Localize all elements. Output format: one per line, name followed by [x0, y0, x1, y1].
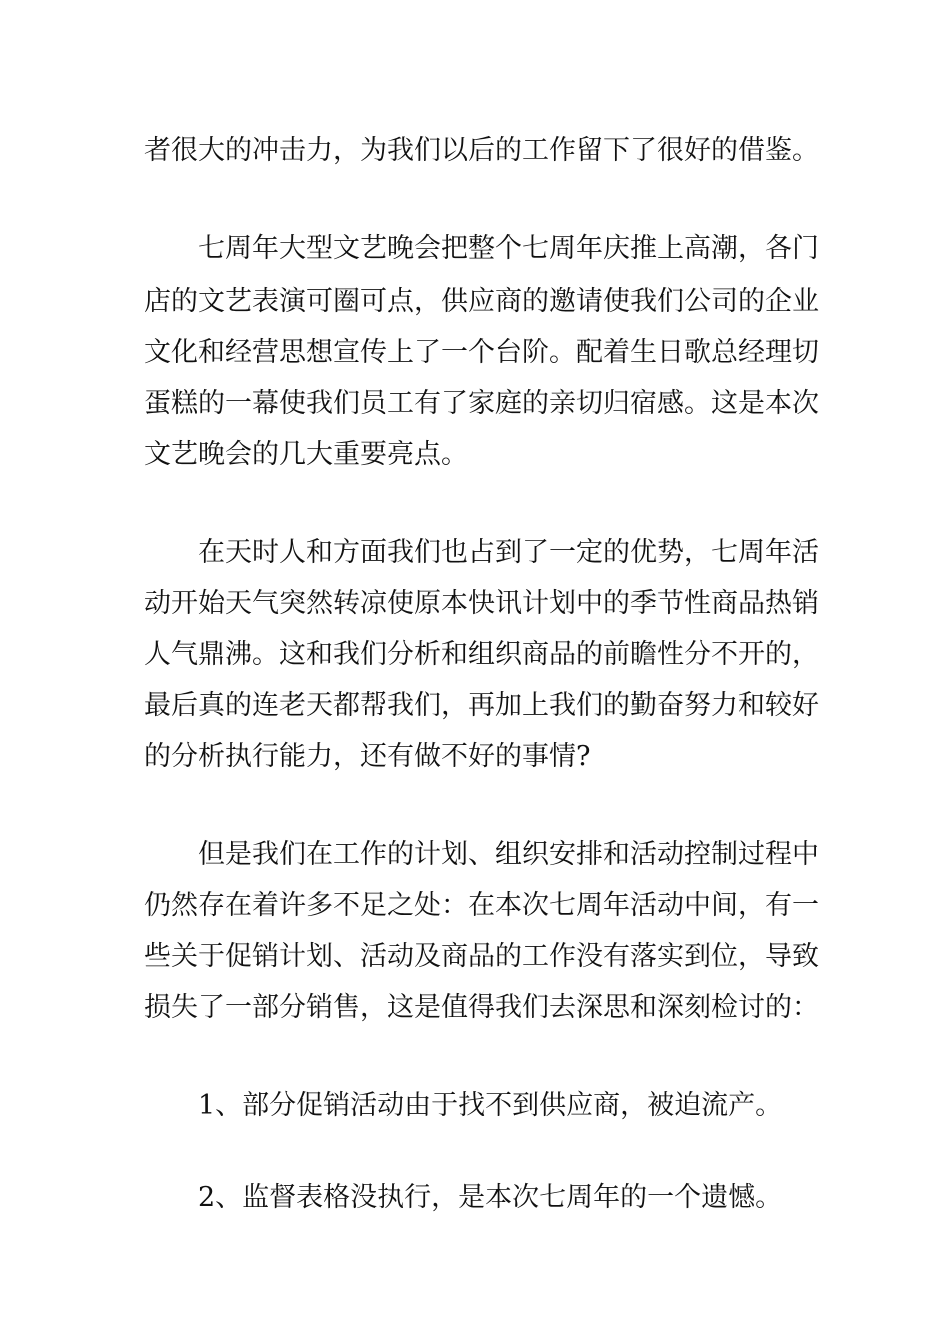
- paragraph-line: 动开始天气突然转凉使原本快讯计划中的季节性商品热销: [144, 588, 819, 619]
- paragraph-line: 人气鼎沸。这和我们分析和组织商品的前瞻性分不开的，: [144, 639, 819, 670]
- paragraph-line: 损失了一部分销售，这是值得我们去深思和深刻检讨的：: [144, 992, 819, 1023]
- paragraph-line: 仍然存在着许多不足之处：在本次七周年活动中间，有一: [144, 890, 819, 921]
- list-item: 2、监督表格没执行，是本次七周年的一个遗憾。: [198, 1182, 783, 1213]
- paragraph-line: 店的文艺表演可圈可点，供应商的邀请使我们公司的企业: [144, 286, 819, 317]
- paragraph-line: 些关于促销计划、活动及商品的工作没有落实到位，导致: [144, 941, 819, 972]
- paragraph-line: 最后真的连老天都帮我们，再加上我们的勤奋努力和较好: [144, 690, 819, 721]
- paragraph-line: 但是我们在工作的计划、组织安排和活动控制过程中: [198, 839, 819, 870]
- paragraph-line: 的分析执行能力，还有做不好的事情?: [144, 741, 591, 772]
- paragraph-line: 蛋糕的一幕使我们员工有了家庭的亲切归宿感。这是本次: [144, 388, 819, 419]
- paragraph-line: 七周年大型文艺晚会把整个七周年庆推上高潮，各门: [198, 233, 819, 264]
- paragraph-line: 文化和经营思想宣传上了一个台阶。配着生日歌总经理切: [144, 337, 819, 368]
- paragraph-line: 文艺晚会的几大重要亮点。: [144, 439, 468, 470]
- paragraph-line: 在天时人和方面我们也占到了一定的优势，七周年活: [198, 537, 819, 568]
- paragraph-line: 者很大的冲击力，为我们以后的工作留下了很好的借鉴。: [144, 135, 819, 166]
- list-item: 1、部分促销活动由于找不到供应商，被迫流产。: [198, 1090, 783, 1121]
